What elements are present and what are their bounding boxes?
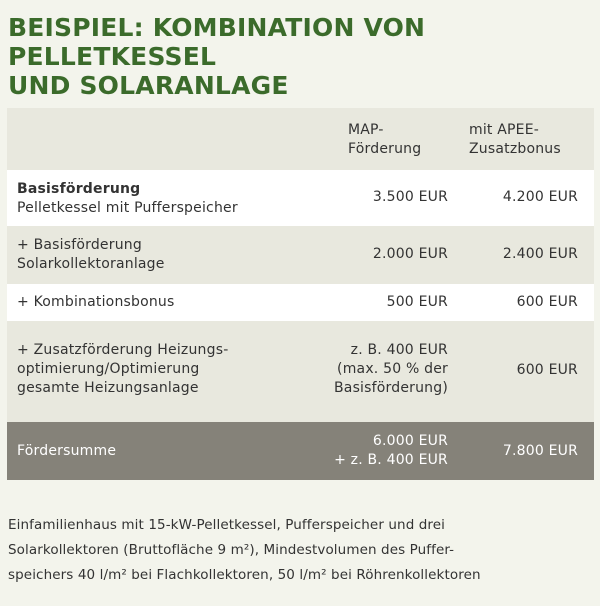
title-line-2: UND SOLARANLAGE xyxy=(8,71,289,100)
row-map-value-line: Basisförderung) xyxy=(333,380,448,396)
sum-label: Fördersumme xyxy=(17,443,117,459)
row-map-value-line: (max. 50 % der xyxy=(337,361,448,377)
row-label xyxy=(17,293,175,312)
row-label-line: + Kombinationsbonus xyxy=(17,294,175,310)
row-map-value xyxy=(373,188,448,207)
column-header-apee-line-1: mit APEE- xyxy=(469,122,540,138)
column-header-map-line-1: MAP- xyxy=(348,122,384,138)
footnote-line: speichers 40 l/m² bei Flachkollektoren, 50 l/m² bei Röhrenkollektoren xyxy=(8,567,481,583)
row-apee-value: 600 EUR xyxy=(516,294,578,310)
row-label-line: optimierung/Optimierung xyxy=(17,361,200,377)
column-header-apee xyxy=(469,121,561,159)
row-label xyxy=(17,341,228,398)
table-row xyxy=(7,170,594,226)
row-apee-value: 2.400 EUR xyxy=(502,246,578,262)
footnote-line: Einfamilienhaus mit 15-kW-Pelletkessel, Pufferspeicher und drei xyxy=(8,517,446,533)
row-apee-value: 4.200 EUR xyxy=(502,189,578,205)
row-label-line: Pelletkessel mit Pufferspeicher xyxy=(17,200,238,216)
row-label-line: + Basisförderung xyxy=(17,237,142,253)
sum-apee-value: 7.800 EUR xyxy=(502,443,578,459)
funding-table xyxy=(7,108,594,480)
row-apee-value: 600 EUR xyxy=(516,362,578,378)
row-label-line: + Zusatzförderung Heizungs- xyxy=(17,342,229,358)
row-map-value xyxy=(334,341,448,398)
table-row xyxy=(7,284,594,321)
row-label xyxy=(17,236,165,274)
title-line-1: BEISPIEL: KOMBINATION VON PELLETKESSEL xyxy=(8,13,426,71)
table-sum-row xyxy=(7,422,594,480)
row-label xyxy=(17,180,238,218)
column-header-apee-line-2: Zusatzbonus xyxy=(469,141,561,157)
sum-map-value-line: + z. B. 400 EUR xyxy=(334,452,448,468)
column-header-map xyxy=(348,121,421,159)
row-map-value-line: z. B. 400 EUR xyxy=(350,342,448,358)
row-map-value-line: 2.000 EUR xyxy=(372,246,448,262)
row-label-line: Basisförderung xyxy=(17,181,141,197)
row-map-value xyxy=(373,245,448,264)
column-header-map-line-2: Förderung xyxy=(348,141,422,157)
sum-map-value-line: 6.000 EUR xyxy=(372,433,448,449)
footnote xyxy=(8,513,593,588)
sum-map-value xyxy=(334,432,448,470)
row-map-value-line: 3.500 EUR xyxy=(372,189,448,205)
row-label-line: gesamte Heizungsanlage xyxy=(17,380,199,396)
row-label-line: Solarkollektoranlage xyxy=(17,256,165,272)
table-header-row xyxy=(7,108,594,170)
row-map-value xyxy=(387,293,448,312)
page-title xyxy=(8,13,593,100)
table-row xyxy=(7,321,594,422)
footnote-line: Solarkollektoren (Bruttofläche 9 m²), Mindestvolumen des Puffer- xyxy=(8,542,455,558)
table-row xyxy=(7,226,594,284)
row-map-value-line: 500 EUR xyxy=(386,294,448,310)
